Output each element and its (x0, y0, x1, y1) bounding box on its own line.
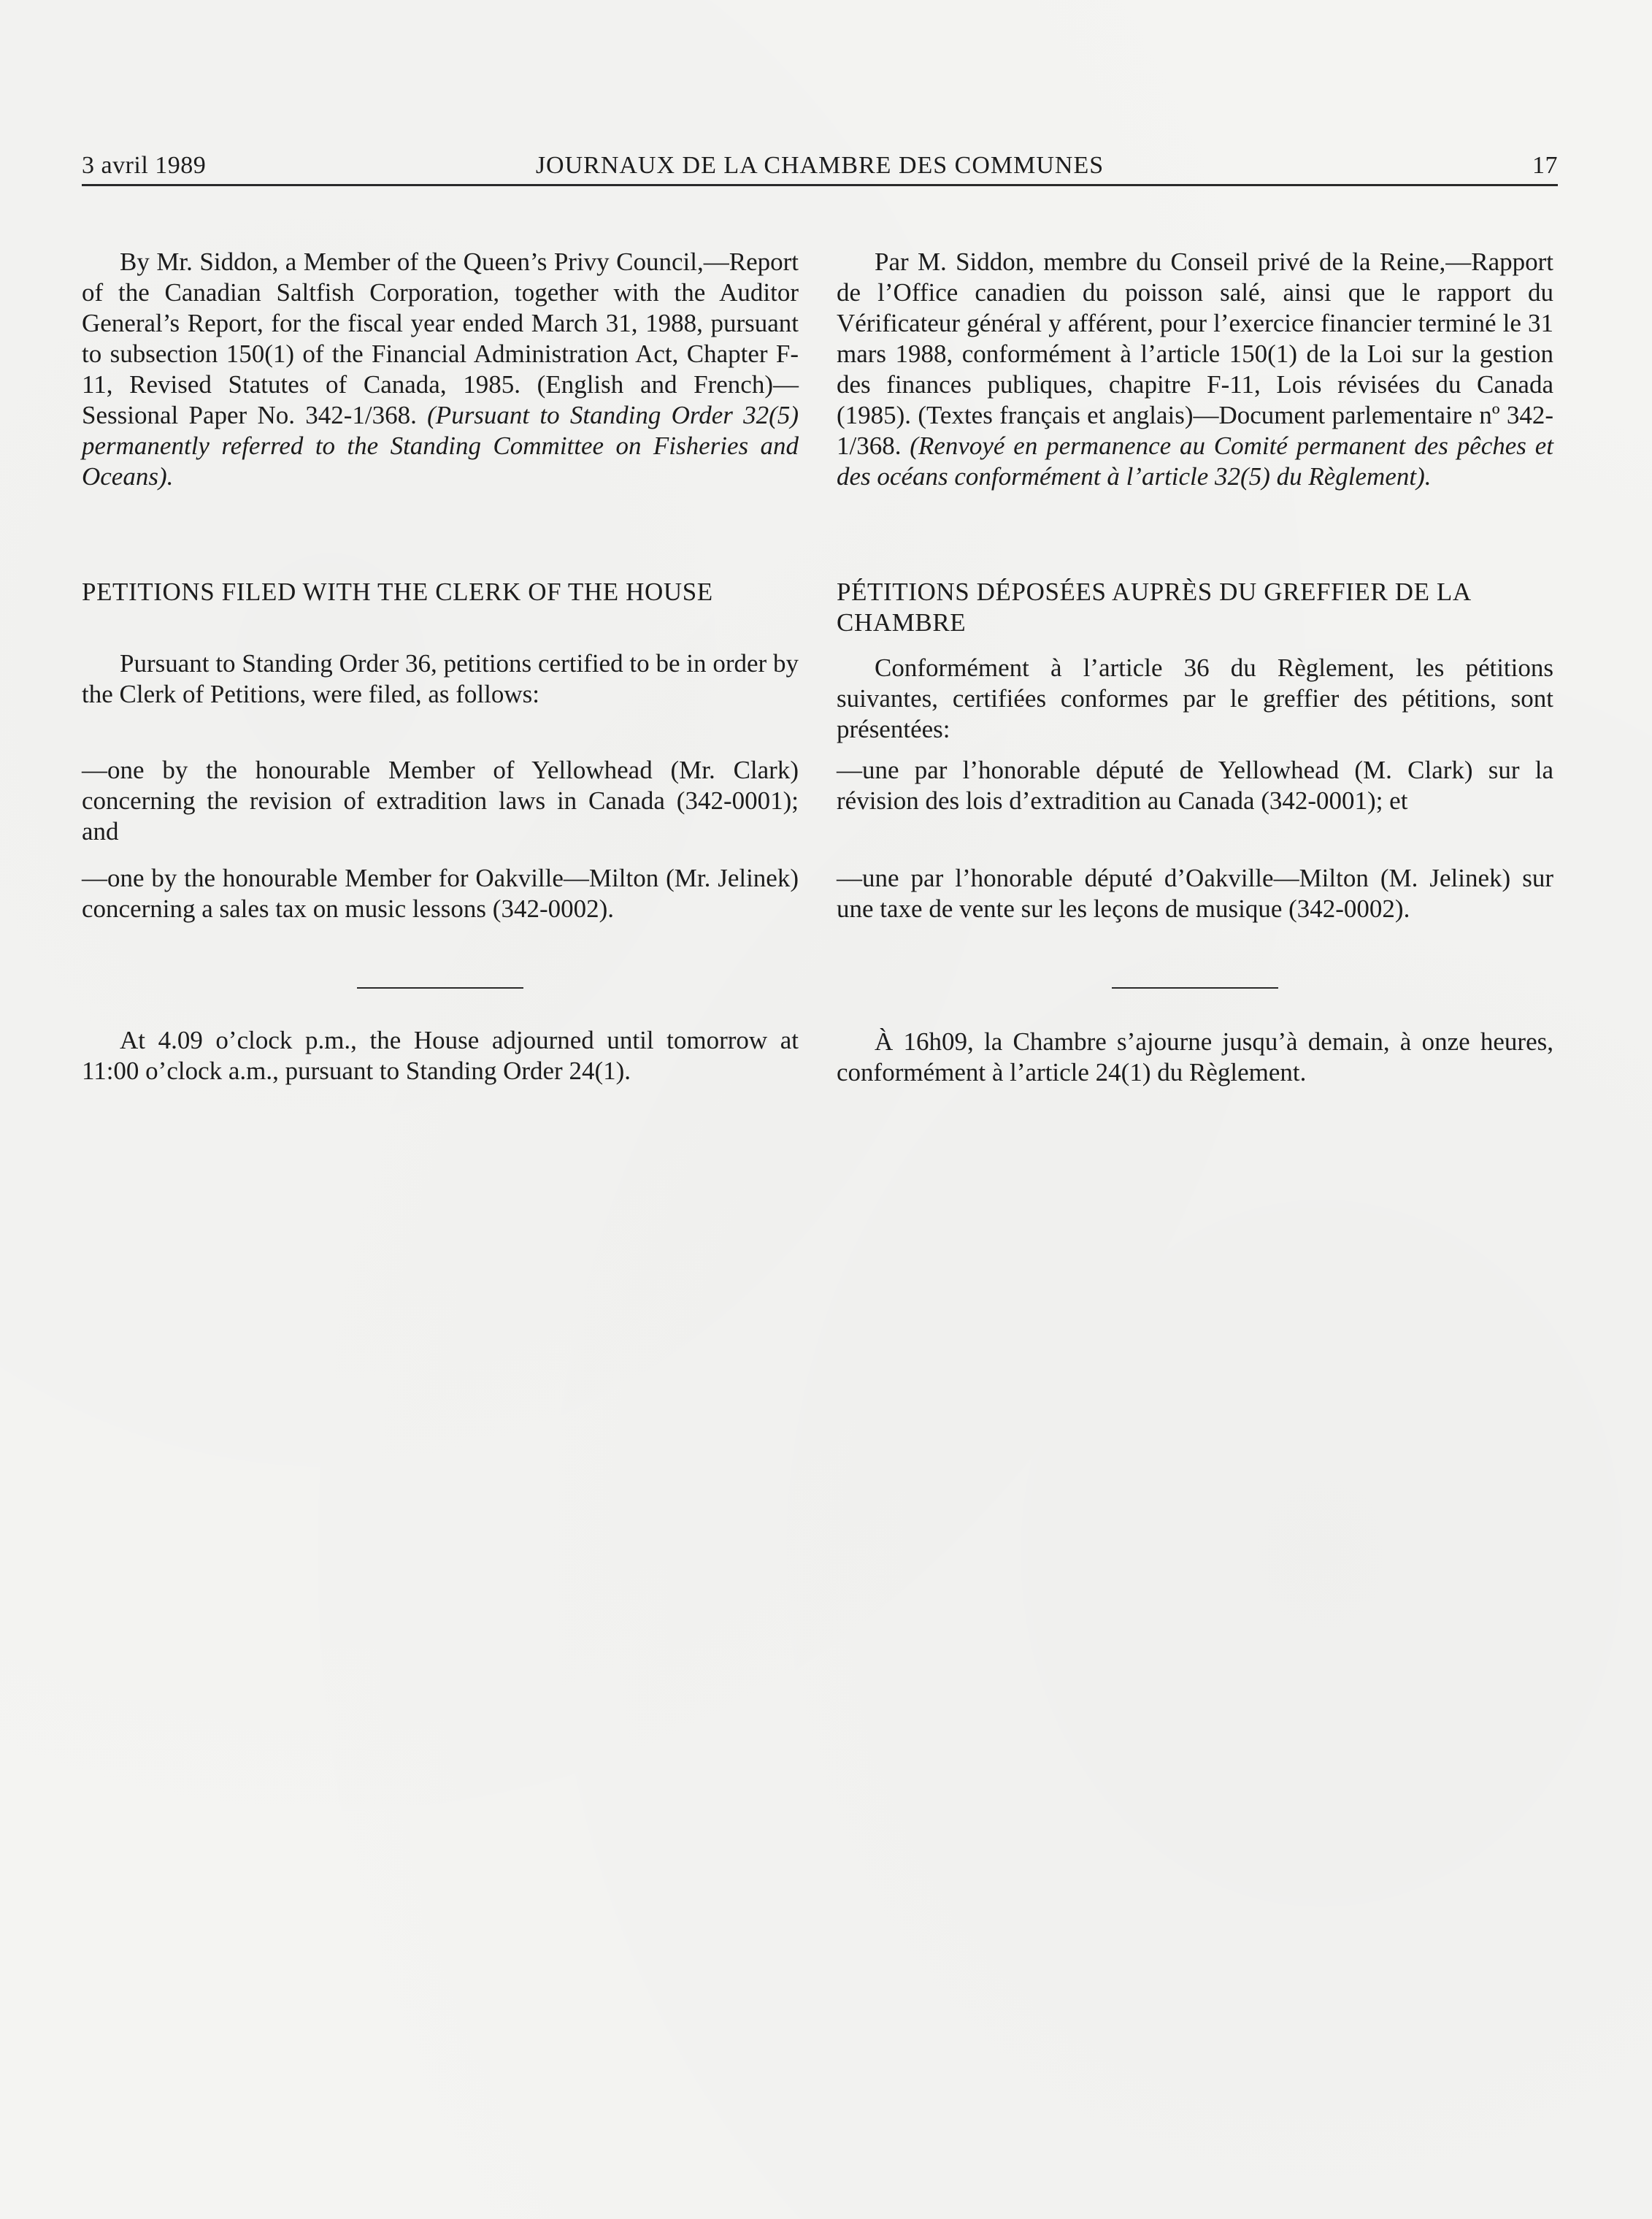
report-text: By Mr. Siddon, a Member of the Queen’s Privy Council,—Report of the Canadian Saltfish Corporation, together with the Auditor General’s Report, for the fiscal year ended March 31, 1988, pursuant to subsection 150(1) of the Financial Administration Act, Chapter F-11, Revised Statutes of Canada, 1985. (English and French)—Sessional Paper No. 342-1/368. (82, 248, 799, 429)
report-paragraph (82, 247, 799, 492)
report-paragraph-fr (837, 247, 1553, 492)
petition-item-1-fr: —une par l’honorable député de Yellowhead (M. Clark) sur la révision des lois d’extradition au Canada (342-0001); et (837, 756, 1553, 815)
petitions-intro-fr: Conformément à l’article 36 du Règlement, les pétitions suivantes, certifiées conformes par le greffier des pétitions, sont présentées: (837, 654, 1553, 743)
page-number: 17 (1532, 152, 1558, 179)
section-divider (357, 987, 523, 989)
adjournment-paragraph: At 4.09 o’clock p.m., the House adjourned until tomorrow at 11:00 o’clock a.m., pursuant to Standing Order 24(1). (82, 1026, 799, 1085)
report-text-fr: Par M. Siddon, membre du Conseil privé de la Reine,—Rapport de l’Office canadien du poisson salé, ainsi que le rapport du Vérificateur général y afférent, pour l’exercice financier terminé le 31 mars 1988, conformément à l’article 150(1) de la Loi sur la gestion des finances publiques, chapitre F-11, Lois révisées du Canada (1985). (Textes français et anglais)—Document parlementaire nº 342-1/368. (837, 248, 1553, 460)
adjournment-paragraph-fr: À 16h09, la Chambre s’ajourne jusqu’à demain, à onze heures, conformément à l’article 24(1) du Règlement. (837, 1027, 1553, 1086)
header-date: 3 avril 1989 (82, 152, 207, 179)
petition-item-2-fr: —une par l’honorable député d’Oakville—Milton (M. Jelinek) sur une taxe de vente sur les leçons de musique (342-0002). (837, 864, 1553, 923)
running-header (82, 146, 1558, 186)
report-referral-fr: (Renvoyé en permanence au Comité permanent des pêches et des océans conformément à l’article 32(5) du Règlement). (837, 432, 1553, 491)
report-referral: (Pursuant to Standing Order 32(5) permanently referred to the Standing Committee on Fisheries and Oceans). (82, 401, 799, 491)
petitions-heading: PETITIONS FILED WITH THE CLERK OF THE HOUSE (82, 578, 713, 606)
petition-item-2: —one by the honourable Member for Oakville—Milton (Mr. Jelinek) concerning a sales tax on music lessons (342-0002). (82, 864, 799, 923)
petitions-heading-fr: PÉTITIONS DÉPOSÉES AUPRÈS DU GREFFIER DE LA CHAMBRE (837, 578, 1470, 637)
header-title: JOURNAUX DE LA CHAMBRE DES COMMUNES (535, 152, 1104, 179)
petition-item-1: —one by the honourable Member of Yellowhead (Mr. Clark) concerning the revision of extradition laws in Canada (342-0001); and (82, 756, 799, 846)
section-divider-fr (1112, 987, 1278, 989)
petitions-intro: Pursuant to Standing Order 36, petitions certified to be in order by the Clerk of Petitions, were filed, as follows: (82, 649, 799, 708)
